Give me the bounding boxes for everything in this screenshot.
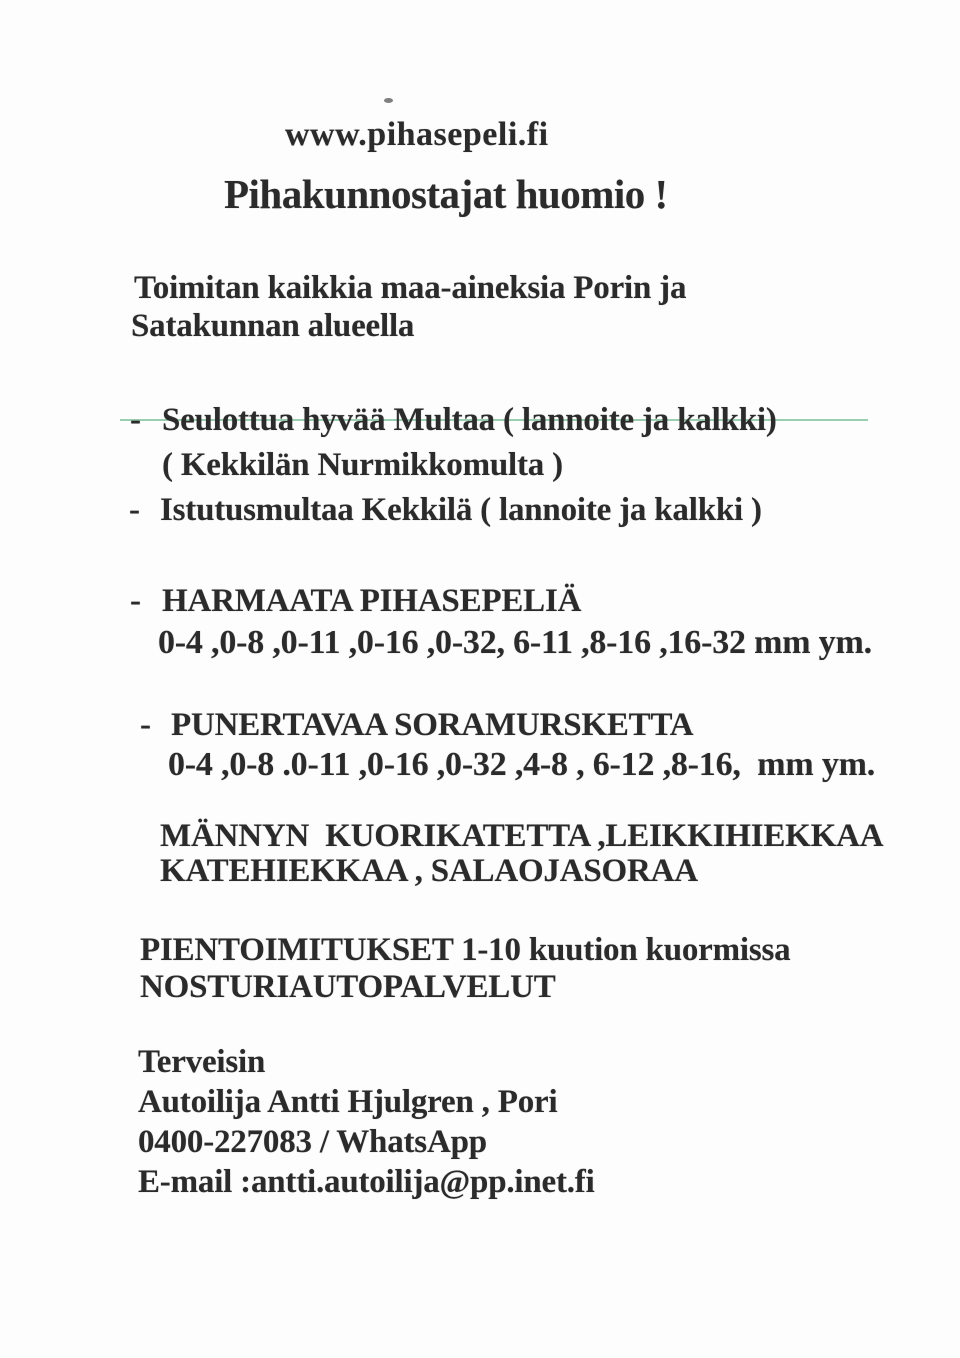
page-title: Pihakunnostajat huomio ! xyxy=(224,171,668,217)
punertava-sizes: 0-4 ,0-8 .0-11 ,0-16 ,0-32 ,4-8 , 6-12 ,8-16, mm ym. xyxy=(168,746,876,783)
signature-phone: 0400-227083 / WhatsApp xyxy=(138,1124,487,1160)
intro-line-2: Satakunnan alueella xyxy=(131,308,415,344)
scan-speck xyxy=(384,98,393,103)
punertava-title-text: PUNERTAVAA SORAMURSKETTA xyxy=(171,707,694,743)
bullet-multa-text-1: Seulottua hyvää Multaa ( lannoite ja kalkki) xyxy=(162,402,777,438)
bullet-dash: - xyxy=(130,402,141,438)
harmaata-sizes: 0-4 ,0-8 ,0-11 ,0-16 ,0-32, 6-11 ,8-16 ,16-32 mm ym. xyxy=(158,624,872,661)
intro-line-1: Toimitan kaikkia maa-aineksia Porin ja xyxy=(134,270,687,306)
bullet-harmaata-title xyxy=(130,583,581,619)
palvelut-line-1: PIENTOIMITUKSET 1-10 kuution kuormissa xyxy=(140,932,791,968)
bullet-punertava-title xyxy=(140,707,693,743)
signature-name: Autoilija Antti Hjulgren , Pori xyxy=(138,1084,558,1120)
signature-email: E-mail :antti.autoilija@pp.inet.fi xyxy=(138,1164,595,1200)
signature-greeting: Terveisin xyxy=(138,1044,266,1080)
bullet-multa-line-3 xyxy=(129,492,762,528)
bullet-multa-line-1 xyxy=(130,402,777,438)
bullet-dash: - xyxy=(140,707,151,743)
palvelut-line-2: NOSTURIAUTOPALVELUT xyxy=(140,969,556,1005)
harmaata-title-text: HARMAATA PIHASEPELIÄ xyxy=(162,583,582,619)
bullet-multa-line-2: ( Kekkilän Nurmikkomulta ) xyxy=(162,447,563,483)
website-url: www.pihasepeli.fi xyxy=(285,116,549,153)
bullet-dash: - xyxy=(130,583,141,619)
bullet-multa-text-3: Istutusmultaa Kekkilä ( lannoite ja kalkki ) xyxy=(160,492,762,528)
bullet-dash: - xyxy=(129,492,140,528)
muut-line-1: MÄNNYN KUORIKATETTA ,LEIKKIHIEKKAA xyxy=(160,818,884,854)
muut-line-2: KATEHIEKKAA , SALAOJASORAA xyxy=(160,853,698,889)
